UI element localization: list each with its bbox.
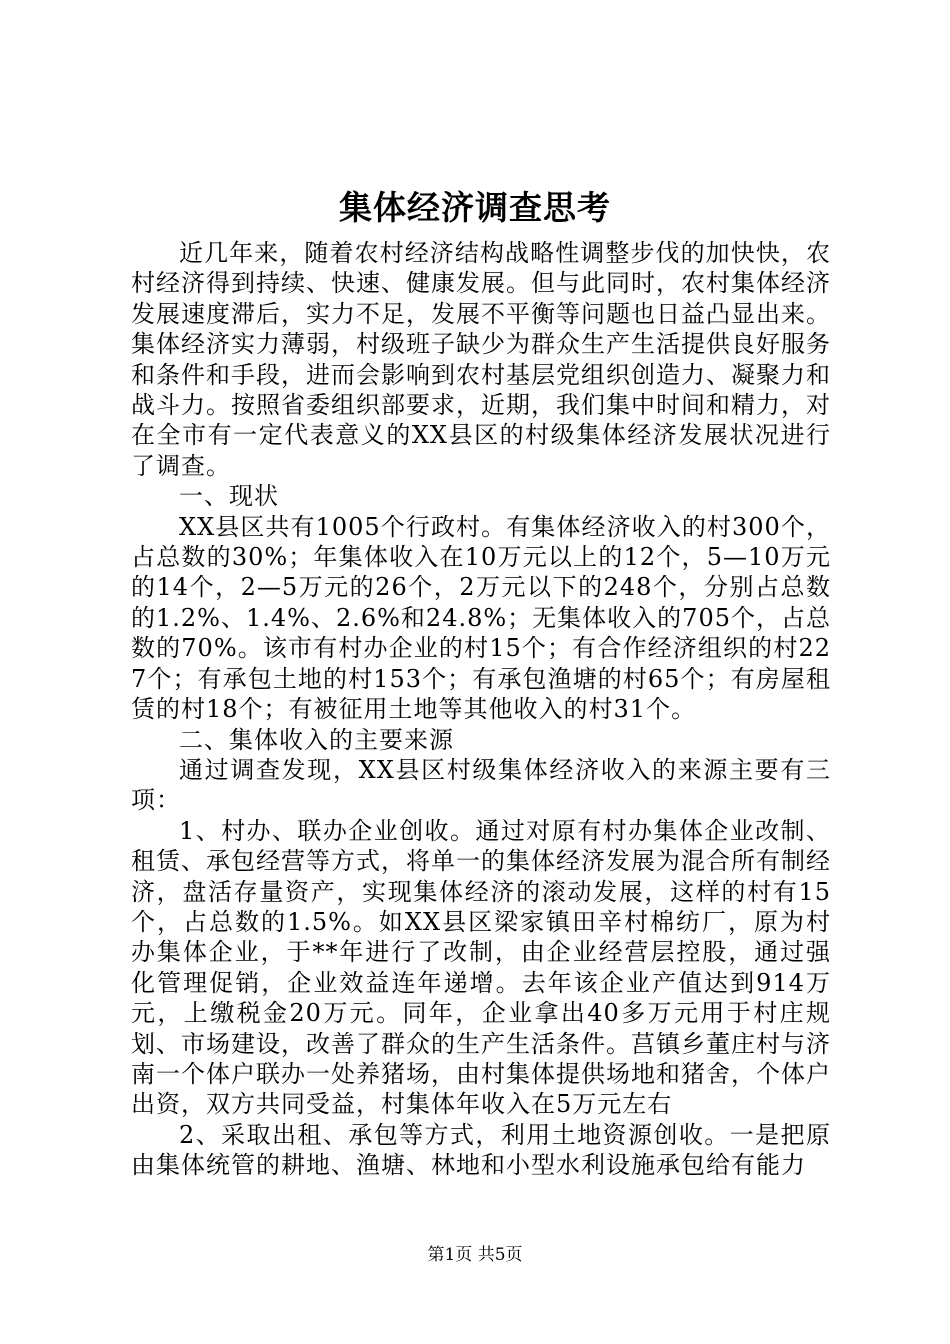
paragraph-intro: 近几年来，随着农村经济结构战略性调整步伐的加快快，农村经济得到持续、快速、健康发展。但与此同时，农村集体经济发展速度滞后，实力不足，发展不平衡等问题也日益凸显出来。集体经济实力薄弱，村级班子缺少为群众生产生活提供良好服务和条件和手段，进而会影响到农村基层党组织创造力、凝聚力和战斗力。按照省委组织部要求，近期，我们集中时间和精力，对在全市有一定代表意义的XX县区的村级集体经济发展状况进行了调查。 [131,239,831,480]
paragraph-income-intro: 通过调查发现，XX县区村级集体经济收入的来源主要有三项： [131,755,831,815]
heading-status: 一、现状 [179,482,279,511]
document-title: 集体经济调查思考 [339,188,611,227]
heading-income-sources: 二、集体收入的主要来源 [179,725,454,754]
document-body [131,238,831,1181]
paragraph-status: XX县区共有1005个行政村。有集体经济收入的村300个，占总数的30%；年集体收入在10万元以上的12个，5—10万元的14个，2—5万元的26个，2万元以下的248个，分别占总数的1.2%、1.4%、2.6%和24.8%；无集体收入的705个，占总数的70%。该市有村办企业的村15个；有合作经济组织的村227个；有承包土地的村153个；有承包渔塘的村65个；有房屋租赁的村18个；有被征用土地等其他收入的村31个。 [131,512,831,724]
page-footer: 第1页 共5页 [427,1245,523,1265]
paragraph-source-1: 1、村办、联办企业创收。通过对原有村办集体企业改制、租赁、承包经营等方式，将单一的集体经济发展为混合所有制经济，盘活存量资产，实现集体经济的滚动发展，这样的村有15个，占总数的1.5%。如XX县区梁家镇田辛村棉纺厂，原为村办集体企业，于**年进行了改制，由企业经营层控股，通过强化管理促销，企业效益连年递增。去年该企业产值达到914万元，上缴税金20万元。同年，企业拿出40多万元用于村庄规划、市场建设，改善了群众的生产生活条件。莒镇乡董庄村与济南一个体户联办一处养猪场，由村集体提供场地和猪舍，个体户出资，双方共同受益，村集体年收入在5万元左右 [131,816,831,1119]
paragraph-source-2: 2、采取出租、承包等方式，利用土地资源创收。一是把原由集体统管的耕地、渔塘、林地和小型水利设施承包给有能力 [131,1120,831,1180]
